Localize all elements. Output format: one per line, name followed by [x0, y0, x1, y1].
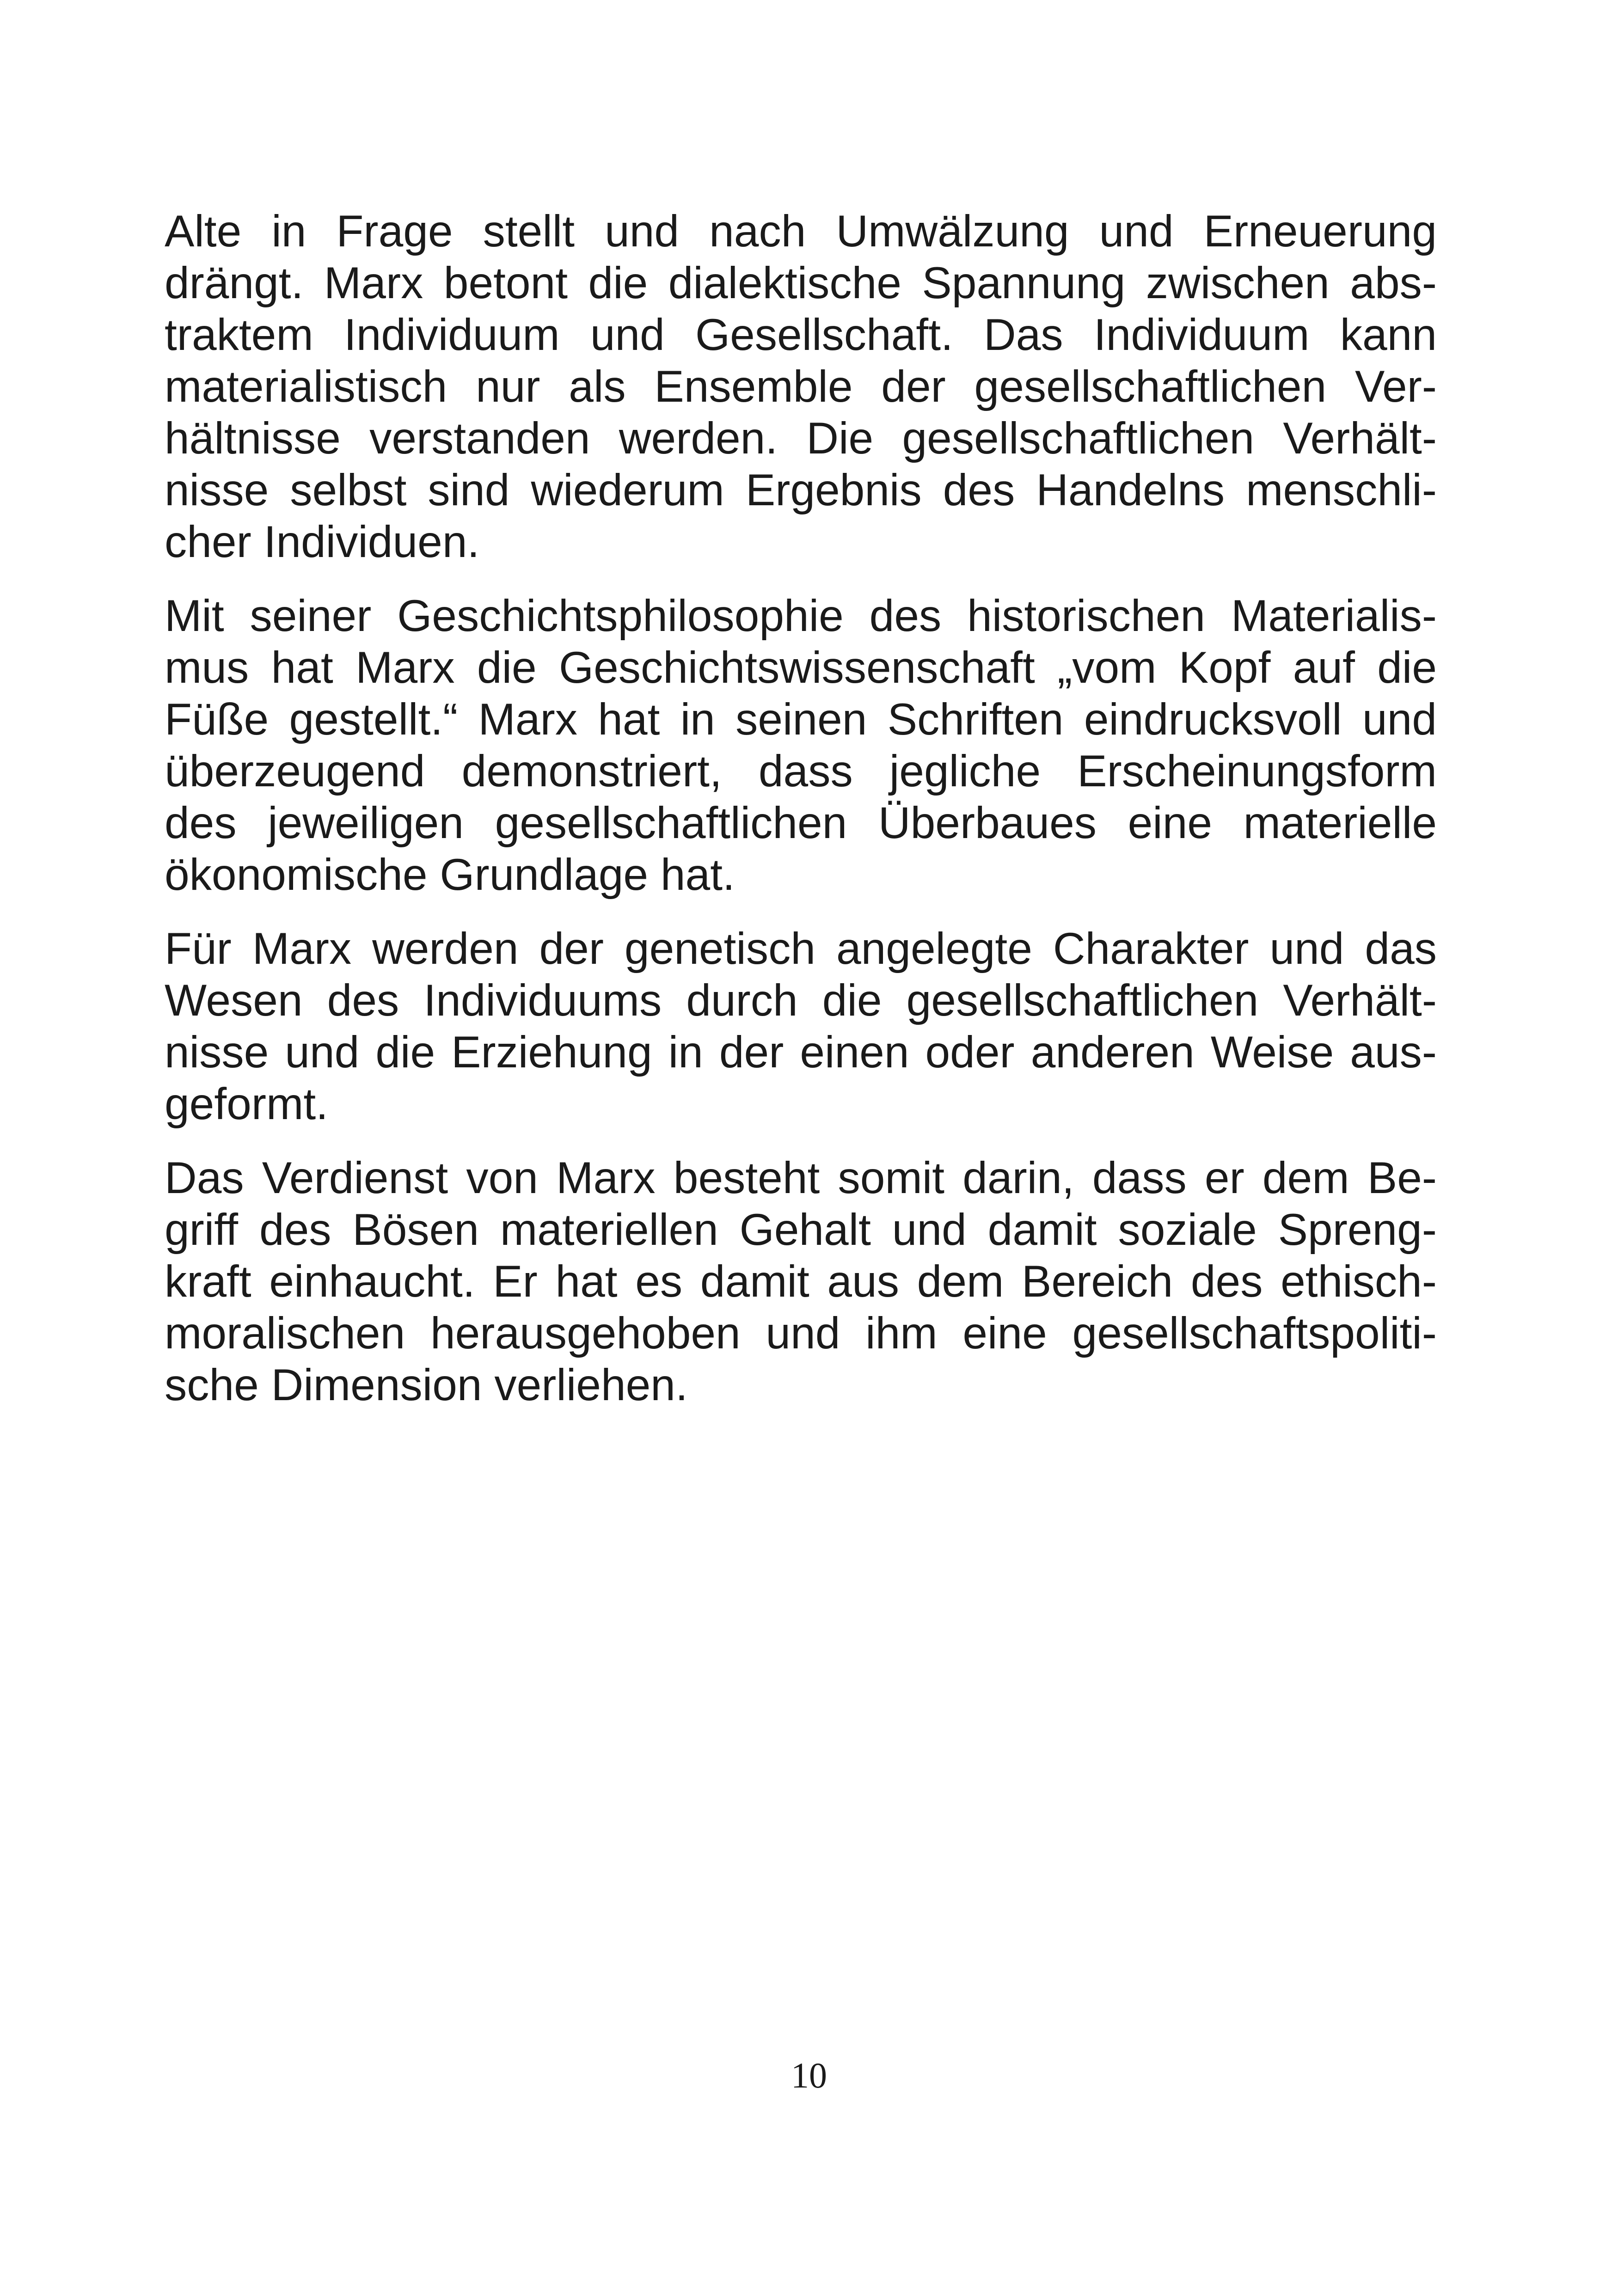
- text-line: nisse selbst sind wiederum Ergebnis des Handelns menschli-: [165, 465, 1437, 515]
- text-line: kraft einhaucht. Er hat es damit aus dem Bereich des ethisch-: [165, 1257, 1437, 1306]
- text-line: moralischen herausgehoben und ihm eine gesellschaftspoliti-: [165, 1309, 1437, 1358]
- text-line: cher Individuen.: [165, 517, 480, 567]
- text-line: drängt. Marx betont die dialektische Spannung zwischen abs-: [165, 258, 1437, 308]
- paragraph-3: [165, 923, 1437, 1130]
- text-line: traktem Individuum und Gesellschaft. Das Individuum kann: [165, 310, 1437, 360]
- text-line: sche Dimension verliehen.: [165, 1360, 688, 1410]
- text-line: nisse und die Erziehung in der einen oder anderen Weise aus-: [165, 1028, 1437, 1077]
- text-line: geformt.: [165, 1079, 328, 1129]
- paragraph-1: [165, 206, 1437, 568]
- text-line: ökonomische Grundlage hat.: [165, 850, 735, 900]
- text-line: mus hat Marx die Geschichtswissenschaft „vom Kopf auf die: [165, 643, 1437, 692]
- text-line: hältnisse verstanden werden. Die gesellschaftlichen Verhält-: [165, 414, 1437, 463]
- text-line: des jeweiligen gesellschaftlichen Überbaues eine materielle: [165, 798, 1437, 848]
- text-line: griff des Bösen materiellen Gehalt und damit soziale Spreng-: [165, 1205, 1437, 1255]
- text-line: Alte in Frage stellt und nach Umwälzung und Erneuerung: [165, 207, 1437, 256]
- text-line: Für Marx werden der genetisch angelegte Charakter und das: [165, 924, 1437, 974]
- text-line: materialistisch nur als Ensemble der gesellschaftlichen Ver-: [165, 362, 1437, 411]
- text-line: überzeugend demonstriert, dass jegliche Erscheinungsform: [165, 747, 1437, 796]
- paragraph-2: [165, 590, 1437, 901]
- text-line: Das Verdienst von Marx besteht somit darin, dass er dem Be-: [165, 1153, 1437, 1203]
- text-line: Füße gestellt.“ Marx hat in seinen Schriften eindrucksvoll und: [165, 695, 1437, 744]
- page-number: 10: [791, 2055, 827, 2095]
- text-line: Wesen des Individuums durch die gesellschaftlichen Verhält-: [165, 976, 1437, 1025]
- text-line: Mit seiner Geschichtsphilosophie des historischen Materialis-: [165, 591, 1437, 641]
- paragraph-4: [165, 1152, 1437, 1411]
- body-text: [165, 206, 1437, 1433]
